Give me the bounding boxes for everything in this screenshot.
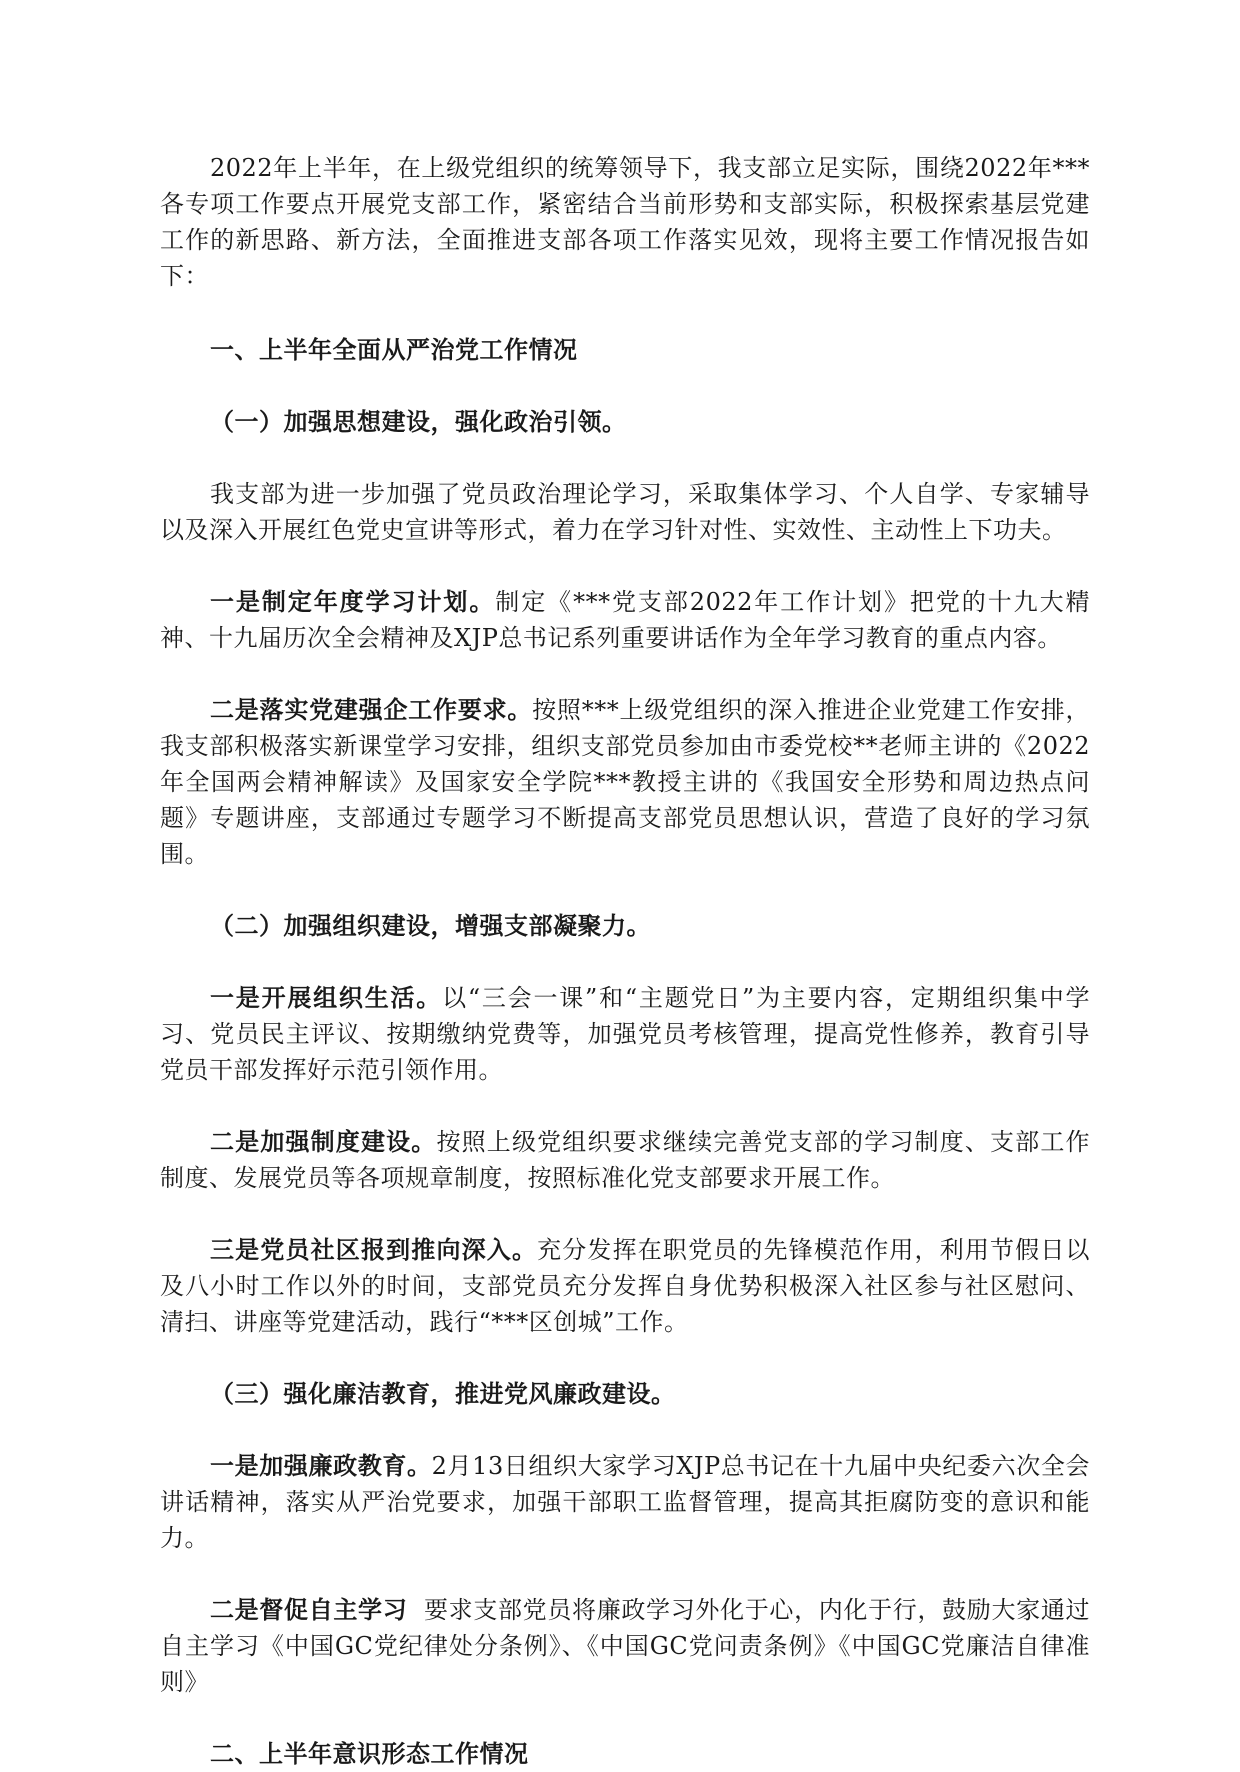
item-text: 2月13日组织大家学习XJP总书记在十九届中央纪委六次全会讲话精神，落实从严治党要求，加强干部职工监督管理，提高其拒腐防变的意识和能力。 [160,1452,1091,1552]
item-paragraph [160,1592,1090,1700]
item-text: 以“三会一课”和“主题党日”为主要内容，定期组织集中学习、党员民主评议、按期缴纳党费等，加强党员考核管理，提高党性修养，教育引导党员干部发挥好示范引领作用。 [160,984,1091,1084]
section-heading-2: 二、上半年意识形态工作情况 [210,1739,529,1768]
item-lead: 一是制定年度学习计划。 [210,587,496,616]
item-paragraph [160,1232,1090,1340]
item-lead: 二是落实党建强企工作要求。 [210,695,533,724]
item-text: 充分发挥在职党员的先锋模范作用，利用节假日以及八小时工作以外的时间，支部党员充分发挥自身优势积极深入社区参与社区慰问、清扫、讲座等党建活动，践行“***区创城”工作。 [160,1236,1091,1336]
item-text: 制定《***党支部2022年工作计划》把党的十九大精神、十九届历次全会精神及XJP总书记系列重要讲话作为全年学习教育的重点内容。 [160,588,1091,652]
item-paragraph [160,692,1090,872]
subsection-1-paragraph: 我支部为进一步加强了党员政治理论学习，采取集体学习、个人自学、专家辅导以及深入开展红色党史宣讲等形式，着力在学习针对性、实效性、主动性上下功夫。 [160,480,1090,544]
item-paragraph [160,584,1090,656]
subsection-heading-3: （三）强化廉洁教育，推进党风廉政建设。 [210,1379,676,1408]
subsection-heading-1: （一）加强思想建设，强化政治引领。 [210,407,627,436]
item-paragraph [160,980,1090,1088]
item-lead: 一是加强廉政教育。 [210,1451,432,1480]
item-paragraph [160,1448,1090,1556]
item-text: 按照***上级党组织的深入推进企业党建工作安排，我支部积极落实新课堂学习安排，组织支部党员参加由市委党校**老师主讲的《2022年全国两会精神解读》及国家安全学院***教授主讲的《我国安全形势和周边热点问题》专题讲座，支部通过专题学习不断提高支部党员思想认识，营造了良好的学习氛围。 [160,696,1091,868]
item-lead: 一是开展组织生活。 [210,983,443,1012]
item-lead: 三是党员社区报到推向深入。 [210,1235,538,1264]
item-lead: 二是督促自主学习 [210,1595,408,1624]
item-text: 要求支部党员将廉政学习外化于心，内化于行，鼓励大家通过自主学习《中国GC党纪律处分条例》、《中国GC党问责条例》《中国GC党廉洁自律准则》 [160,1596,1090,1696]
item-paragraph [160,1124,1090,1196]
item-text: 按照上级党组织要求继续完善党支部的学习制度、支部工作制度、发展党员等各项规章制度，按照标准化党支部要求开展工作。 [160,1128,1091,1192]
section-heading-1: 一、上半年全面从严治党工作情况 [210,335,578,364]
item-lead: 二是加强制度建设。 [210,1127,437,1156]
subsection-heading-2: （二）加强组织建设，增强支部凝聚力。 [210,911,651,940]
document-page [160,150,1090,1772]
intro-paragraph: 2022年上半年，在上级党组织的统筹领导下，我支部立足实际，围绕2022年***各专项工作要点开展党支部工作，紧密结合当前形势和支部实际，积极探索基层党建工作的新思路、新方法，全面推进支部各项工作落实见效，现将主要工作情况报告如下： [160,154,1090,290]
